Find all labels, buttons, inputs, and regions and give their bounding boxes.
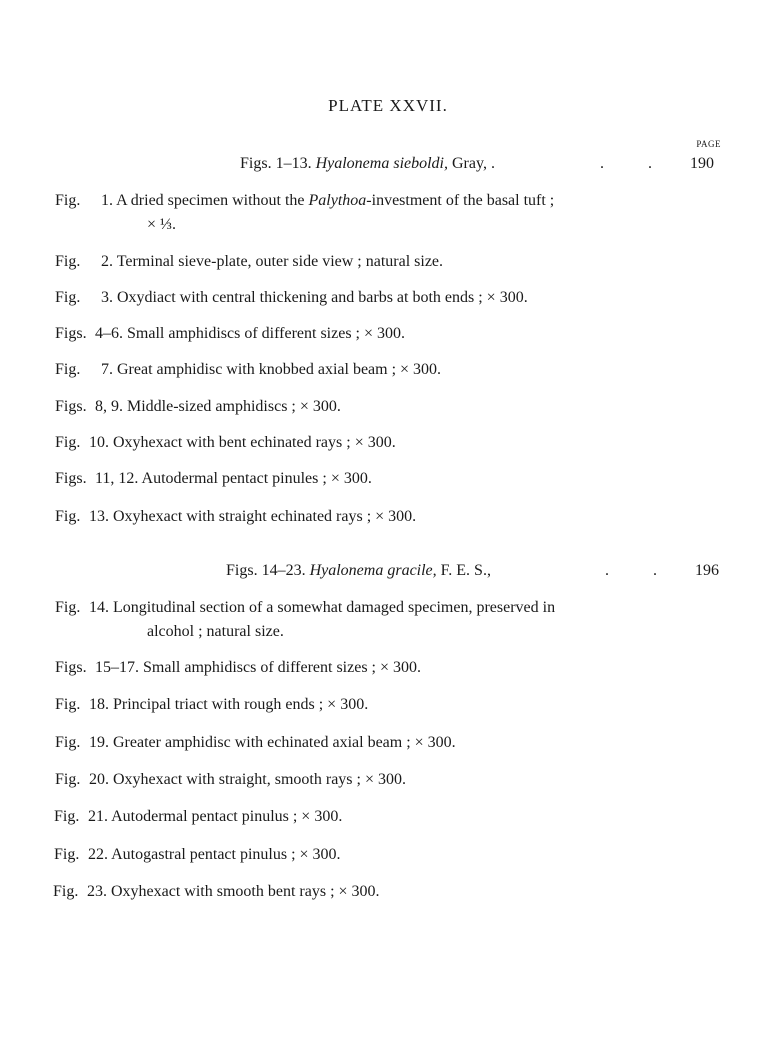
section-header-1 [240, 155, 495, 173]
section-authority: Gray, . [452, 155, 495, 172]
figure-entry-4 [55, 322, 405, 346]
figure-label: Fig. [55, 289, 81, 306]
figure-label: Fig. [55, 696, 81, 713]
figure-number: 7. [101, 361, 113, 378]
figure-number: 10. [89, 434, 109, 451]
figure-label: Fig. [55, 361, 81, 378]
section-figs: Figs. 1–13. [240, 155, 312, 172]
figure-label: Figs. [55, 325, 87, 342]
figure-caption: Terminal sieve-plate, outer side view ; natural size. [116, 253, 444, 270]
section-page-number-2: 196 [695, 562, 719, 579]
figure-entry-6 [55, 395, 341, 419]
figure-label: Fig. [55, 434, 81, 451]
figure-entry-3 [55, 286, 528, 310]
figure-entry-14 [55, 596, 725, 644]
figure-caption: Oxyhexact with straight, smooth rays ; × 300. [113, 771, 406, 788]
figure-number: 21. [88, 808, 108, 825]
figure-entry-7 [55, 431, 396, 455]
figure-number: 19. [89, 734, 109, 751]
section-species: Hyalonema sieboldi, [315, 155, 448, 172]
section-leader-dots-2: . . [605, 562, 657, 579]
figure-number: 15–17. [95, 659, 139, 676]
page-column-label: PAGE [696, 139, 721, 149]
figure-caption: Longitudinal section of a somewhat damaged specimen, preserved in [113, 599, 556, 616]
figure-entry-18 [55, 693, 368, 717]
figure-caption-italic: Palythoa [308, 192, 367, 209]
figure-caption: Small amphidiscs of different sizes ; × 300. [143, 659, 422, 676]
plate-title: PLATE XXVII. [328, 96, 448, 115]
figure-caption: Autodermal pentact pinulus ; × 300. [111, 808, 343, 825]
figure-entry-8 [55, 467, 372, 491]
figure-caption: Greater amphidisc with echinated axial beam ; × 300. [113, 734, 456, 751]
figure-entry-9 [55, 505, 416, 529]
figure-number: 18. [89, 696, 109, 713]
figure-label: Figs. [55, 659, 87, 676]
figure-caption: Middle-sized amphidiscs ; × 300. [127, 398, 341, 415]
figure-label: Fig. [54, 846, 80, 863]
figure-caption: Autogastral pentact pinulus ; × 300. [111, 846, 341, 863]
section-page-number-1: 190 [690, 155, 714, 172]
figure-number: 1. [101, 192, 113, 209]
section-authority: F. E. S., [440, 562, 491, 579]
section-figs: Figs. 14–23. [226, 562, 306, 579]
figure-label: Fig. [55, 734, 81, 751]
figure-entry-15 [55, 656, 421, 680]
figure-label: Figs. [55, 470, 87, 487]
figure-number: 8, 9. [95, 398, 123, 415]
figure-entry-23 [53, 880, 380, 904]
figure-caption-post: -investment of the basal tuft ; [366, 192, 555, 209]
figure-caption: Great amphidisc with knobbed axial beam ; × 300. [117, 361, 442, 378]
figure-label: Fig. [55, 192, 81, 209]
figure-caption: Principal triact with rough ends ; × 300. [113, 696, 369, 713]
figure-number: 22. [88, 846, 108, 863]
figure-label: Figs. [55, 398, 87, 415]
figure-label: Fig. [55, 508, 81, 525]
section-leader-dots-1: . . [600, 155, 652, 172]
figure-caption: Oxyhexact with smooth bent rays ; × 300. [111, 883, 380, 900]
section-species: Hyalonema gracile, [309, 562, 437, 579]
figure-label: Fig. [53, 883, 79, 900]
figure-number: 20. [89, 771, 109, 788]
figure-caption-pre: A dried specimen without the [116, 192, 309, 209]
figure-number: 13. [89, 508, 109, 525]
figure-entry-5 [55, 358, 441, 382]
figure-caption: Oxyhexact with bent echinated rays ; × 300. [113, 434, 396, 451]
figure-entry-22 [54, 843, 341, 867]
figure-entry-1 [55, 189, 725, 237]
figure-caption: Small amphidiscs of different sizes ; × 300. [127, 325, 406, 342]
section-header-2 [226, 562, 491, 580]
figure-number: 23. [87, 883, 107, 900]
figure-number: 14. [89, 599, 109, 616]
figure-caption: Oxyhexact with straight echinated rays ; × 300. [113, 508, 417, 525]
figure-entry-20 [55, 768, 406, 792]
figure-number: 4–6. [95, 325, 123, 342]
figure-number: 2. [101, 253, 113, 270]
figure-caption: Oxydiact with central thickening and barbs at both ends ; × 300. [117, 289, 528, 306]
figure-label: Fig. [55, 771, 81, 788]
figure-caption-continuation: alcohol ; natural size. [147, 623, 284, 640]
figure-label: Fig. [54, 808, 80, 825]
figure-number: 11, 12. [95, 470, 139, 487]
figure-entry-2 [55, 250, 443, 274]
figure-number: 3. [101, 289, 113, 306]
figure-caption-continuation: × ⅓. [147, 216, 177, 233]
figure-entry-19 [55, 731, 456, 755]
figure-label: Fig. [55, 599, 81, 616]
figure-label: Fig. [55, 253, 81, 270]
figure-entry-21 [54, 805, 342, 829]
figure-caption: Autodermal pentact pinules ; × 300. [141, 470, 372, 487]
